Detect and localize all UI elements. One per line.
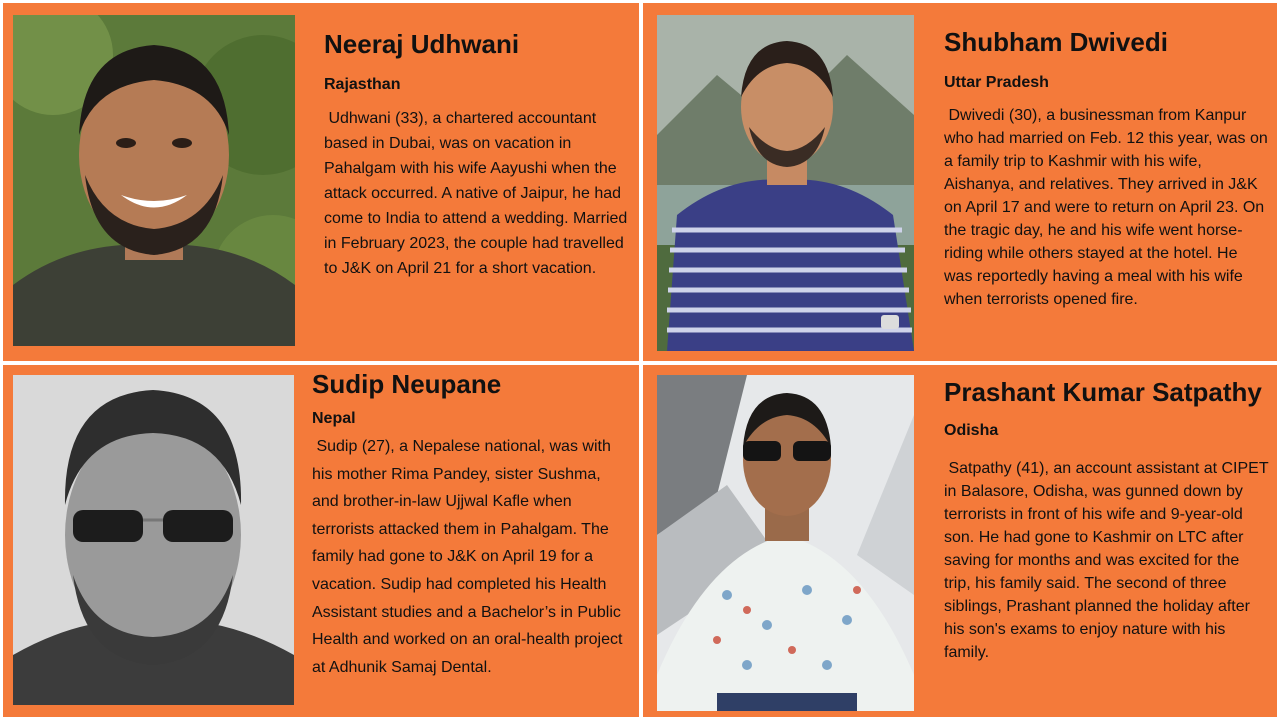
profile-bio: Udhwani (33), a chartered accountant based in Dubai, was on vacation in Pahalgam with his wife Aayushi when the attack occurred. A native of Jaipur, he had come to India to attend a wedding. Married in February 2023, the couple had travelled to J&K on April 21 for a short vacation.: [324, 110, 632, 277]
profile-info: [312, 367, 630, 681]
portrait-photo: [13, 375, 294, 705]
profile-name: Sudip Neupane: [312, 369, 502, 399]
profile-state: Uttar Pradesh: [944, 74, 1049, 91]
profile-state: Nepal: [312, 410, 356, 427]
profile-bio: Dwivedi (30), a businessman from Kanpur who had married on Feb. 12 this year, was on a family trip to Kashmir with his wife, Aishanya, and relatives. They arrived in J&K on April 17 and were to return on April 23. On the tragic day, he and his wife went horse-riding while others stayed at the hotel. He was reportedly having a meal with his wife when terrorists opened fire.: [944, 107, 1273, 308]
profile-info: [324, 27, 632, 281]
profile-name: Shubham Dwivedi: [944, 27, 1168, 57]
profile-card-shubham-dwivedi: [643, 3, 1277, 361]
profile-card-neeraj-udhwani: [3, 3, 639, 361]
profile-card-prashant-kumar-satpathy: [643, 365, 1277, 717]
profile-bio: Sudip (27), a Nepalese national, was with his mother Rima Pandey, sister Sushma, and brother-in-law Ujjwal Kafle when terrorists attacked them in Pahalgam. The family had gone to J&K on April 19 for a vacation. Sudip had completed his Health Assistant studies and a Bachelor’s in Public Health and worked on an oral-health project at Adhunik Samaj Dental.: [312, 438, 627, 676]
portrait-photo: [657, 15, 914, 351]
profile-state: Odisha: [944, 422, 999, 439]
profile-info: [944, 375, 1273, 664]
portrait-photo: [657, 375, 914, 711]
portrait-photo: [13, 15, 295, 346]
profile-state: Rajasthan: [324, 76, 401, 93]
profile-card-sudip-neupane: [3, 365, 639, 717]
profile-info: [944, 25, 1273, 311]
profile-name: Prashant Kumar Satpathy: [944, 377, 1262, 407]
profile-name: Neeraj Udhwani: [324, 29, 520, 59]
profile-bio: Satpathy (41), an account assistant at CIPET in Balasore, Odisha, was gunned down by terrorists in front of his wife and 9-year-old son. He had gone to Kashmir on LTC after saving for months and was excited for the trip, his family said. The second of three siblings, Prashant planned the holiday after his son's exams to enjoy nature with his family.: [944, 460, 1273, 661]
